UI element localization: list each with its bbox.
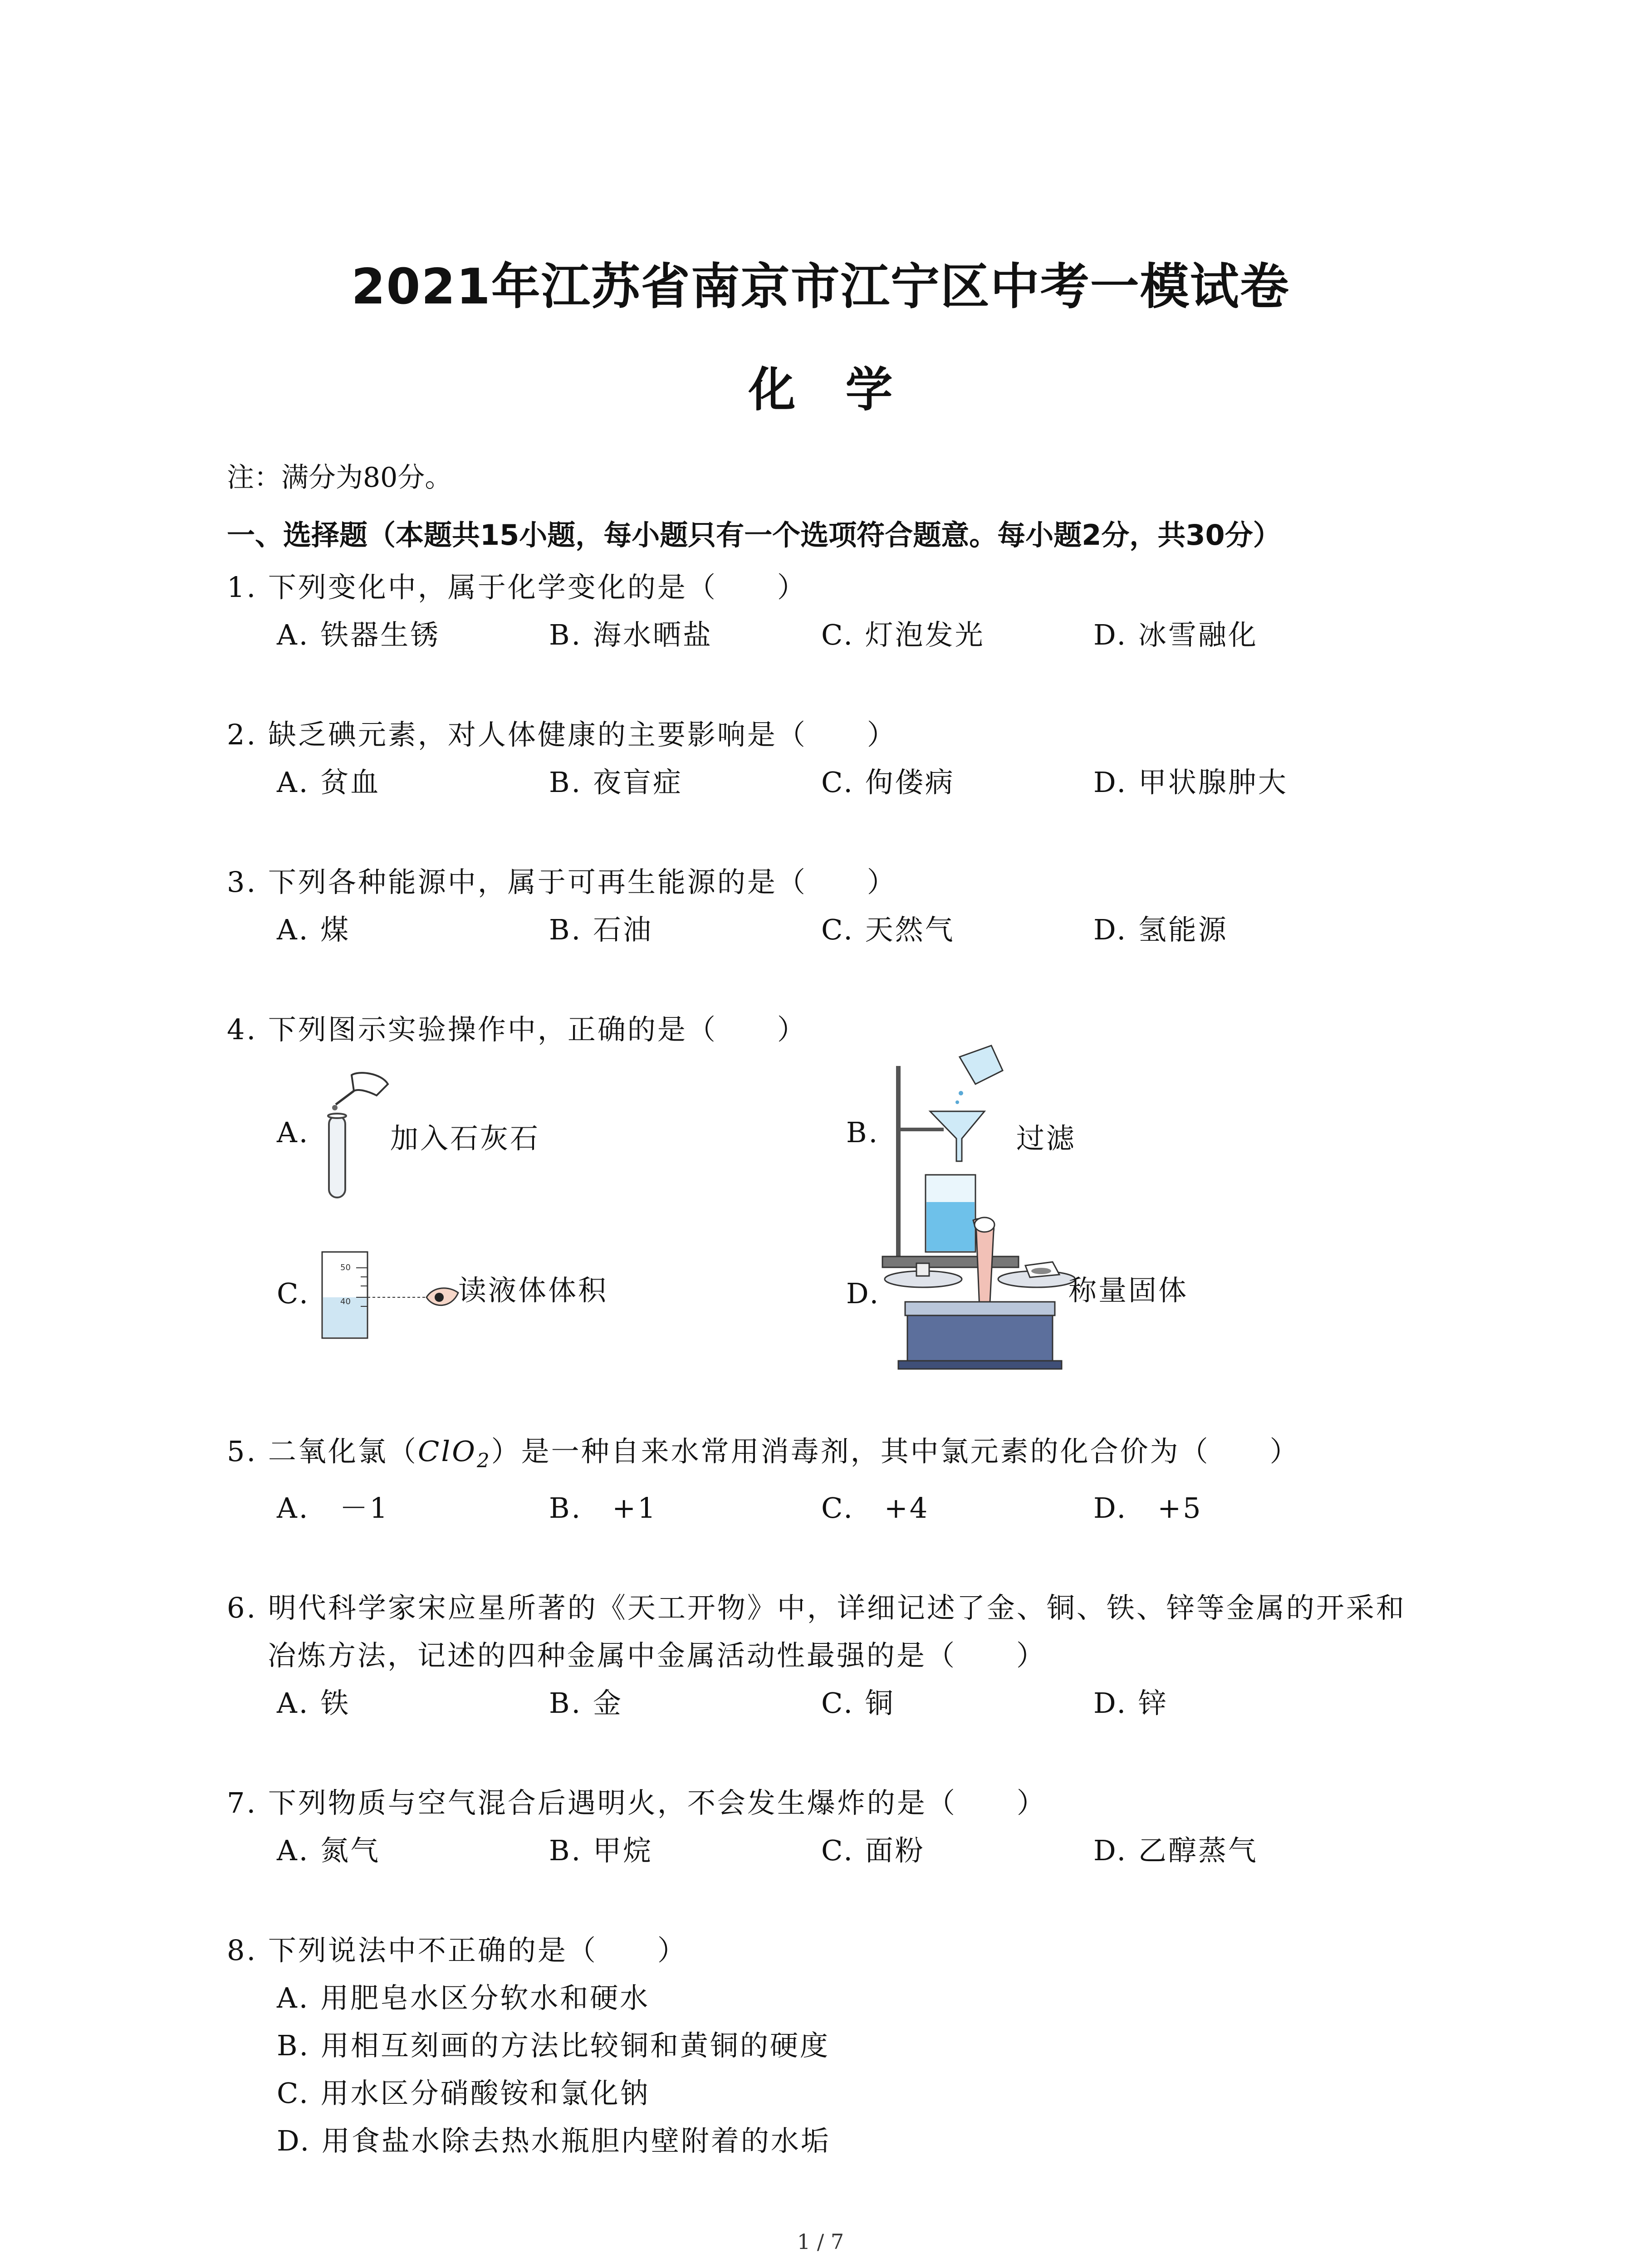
cylinder-mark-40: 40 [340, 1297, 351, 1306]
q4-option-d-letter: D. [846, 1277, 881, 1310]
q6-option-b: B. 金 [549, 1686, 623, 1720]
q5-formula [417, 1435, 491, 1472]
q6-option-a: A. 铁 [277, 1686, 351, 1720]
q7-option-a: A. 氮气 [277, 1834, 381, 1867]
score-note: 注：满分为80分。 [227, 462, 452, 494]
q4-option-b-letter: B. [846, 1116, 880, 1149]
question-6-stem-line1: 6. 明代科学家宋应星所著的《天工开物》中，详细记述了金、铜、铁、锌等金属的开采和 [227, 1591, 1406, 1624]
q4-option-a-label: 加入石灰石 [390, 1122, 540, 1155]
page-number: 1 / 7 [797, 2229, 844, 2254]
question-8-stem: 8. 下列说法中不正确的是（ ） [227, 1934, 687, 1967]
q6-option-c: C. 铜 [821, 1686, 895, 1720]
question-4-stem: 4. 下列图示实验操作中，正确的是（ ） [227, 1013, 807, 1046]
q8-option-c: C. 用水区分硝酸铵和氯化钠 [277, 2077, 650, 2110]
subject-title: 化学 [748, 362, 943, 417]
cylinder-mark-50: 50 [340, 1263, 351, 1272]
q5-option-c: C. +4 [821, 1491, 930, 1525]
q4-option-b-label: 过滤 [1016, 1122, 1077, 1155]
balance-illustration [880, 1211, 1075, 1374]
q3-option-c: C. 天然气 [821, 913, 955, 946]
q6-option-d: D. 锌 [1093, 1686, 1168, 1720]
q1-option-d: D. 冰雪融化 [1093, 618, 1258, 651]
q7-option-d: D. 乙醇蒸气 [1093, 1834, 1258, 1867]
q8-option-b: B. 用相互刻画的方法比较铜和黄铜的硬度 [277, 2029, 830, 2062]
test-tube-illustration [309, 1070, 395, 1207]
q5-option-a: A. －1 [277, 1491, 389, 1525]
q7-option-c: C. 面粉 [821, 1834, 925, 1867]
q1-option-a: A. 铁器生锈 [277, 618, 441, 651]
q5-option-b: B. +1 [549, 1491, 657, 1525]
question-6-stem-line2: 冶炼方法，记述的四种金属中金属活动性最强的是（ ） [268, 1639, 1047, 1672]
page-title: 2021年江苏省南京市江宁区中考一模试卷 [351, 259, 1290, 315]
q5-formula-sub: 2 [476, 1449, 491, 1472]
q4-option-c-letter: C. [277, 1277, 310, 1310]
q2-option-a: A. 贫血 [277, 766, 381, 799]
q4-option-c-label: 读液体体积 [458, 1274, 608, 1307]
question-3-stem: 3. 下列各种能源中，属于可再生能源的是（ ） [227, 865, 897, 899]
question-2-stem: 2. 缺乏碘元素，对人体健康的主要影响是（ ） [227, 718, 897, 751]
q2-option-b: B. 夜盲症 [549, 766, 683, 799]
q1-option-b: B. 海水晒盐 [549, 618, 713, 651]
q3-option-d: D. 氢能源 [1093, 913, 1228, 946]
graduated-cylinder-illustration [313, 1247, 467, 1343]
section-heading: 一、选择题（本题共15小题，每小题只有一个选项符合题意。每小题2分，共30分） [227, 518, 1281, 552]
q1-option-c: C. 灯泡发光 [821, 618, 985, 651]
q5-stem-pre: 5. 二氧化氯（ [227, 1435, 418, 1468]
q5-stem-post: ）是一种自来水常用消毒剂，其中氯元素的化合价为（ ） [491, 1435, 1300, 1468]
q7-option-b: B. 甲烷 [549, 1834, 653, 1867]
q3-option-b: B. 石油 [549, 913, 653, 946]
q4-option-a-letter: A. [277, 1116, 310, 1149]
q4-option-d-label: 称量固体 [1068, 1274, 1189, 1307]
q2-option-d: D. 甲状腺肿大 [1093, 766, 1288, 799]
q2-option-c: C. 佝偻病 [821, 766, 955, 799]
q8-option-d: D. 用食盐水除去热水瓶胆内壁附着的水垢 [277, 2124, 831, 2157]
question-7-stem: 7. 下列物质与空气混合后遇明火，不会发生爆炸的是（ ） [227, 1786, 1047, 1819]
q5-formula-main: ClO [417, 1435, 477, 1468]
question-1-stem: 1. 下列变化中，属于化学变化的是（ ） [227, 571, 807, 604]
q5-option-d: D. +5 [1093, 1491, 1203, 1525]
question-5-stem [227, 1429, 1300, 1472]
q3-option-a: A. 煤 [277, 913, 351, 946]
q8-option-a: A. 用肥皂水区分软水和硬水 [277, 1981, 650, 2014]
